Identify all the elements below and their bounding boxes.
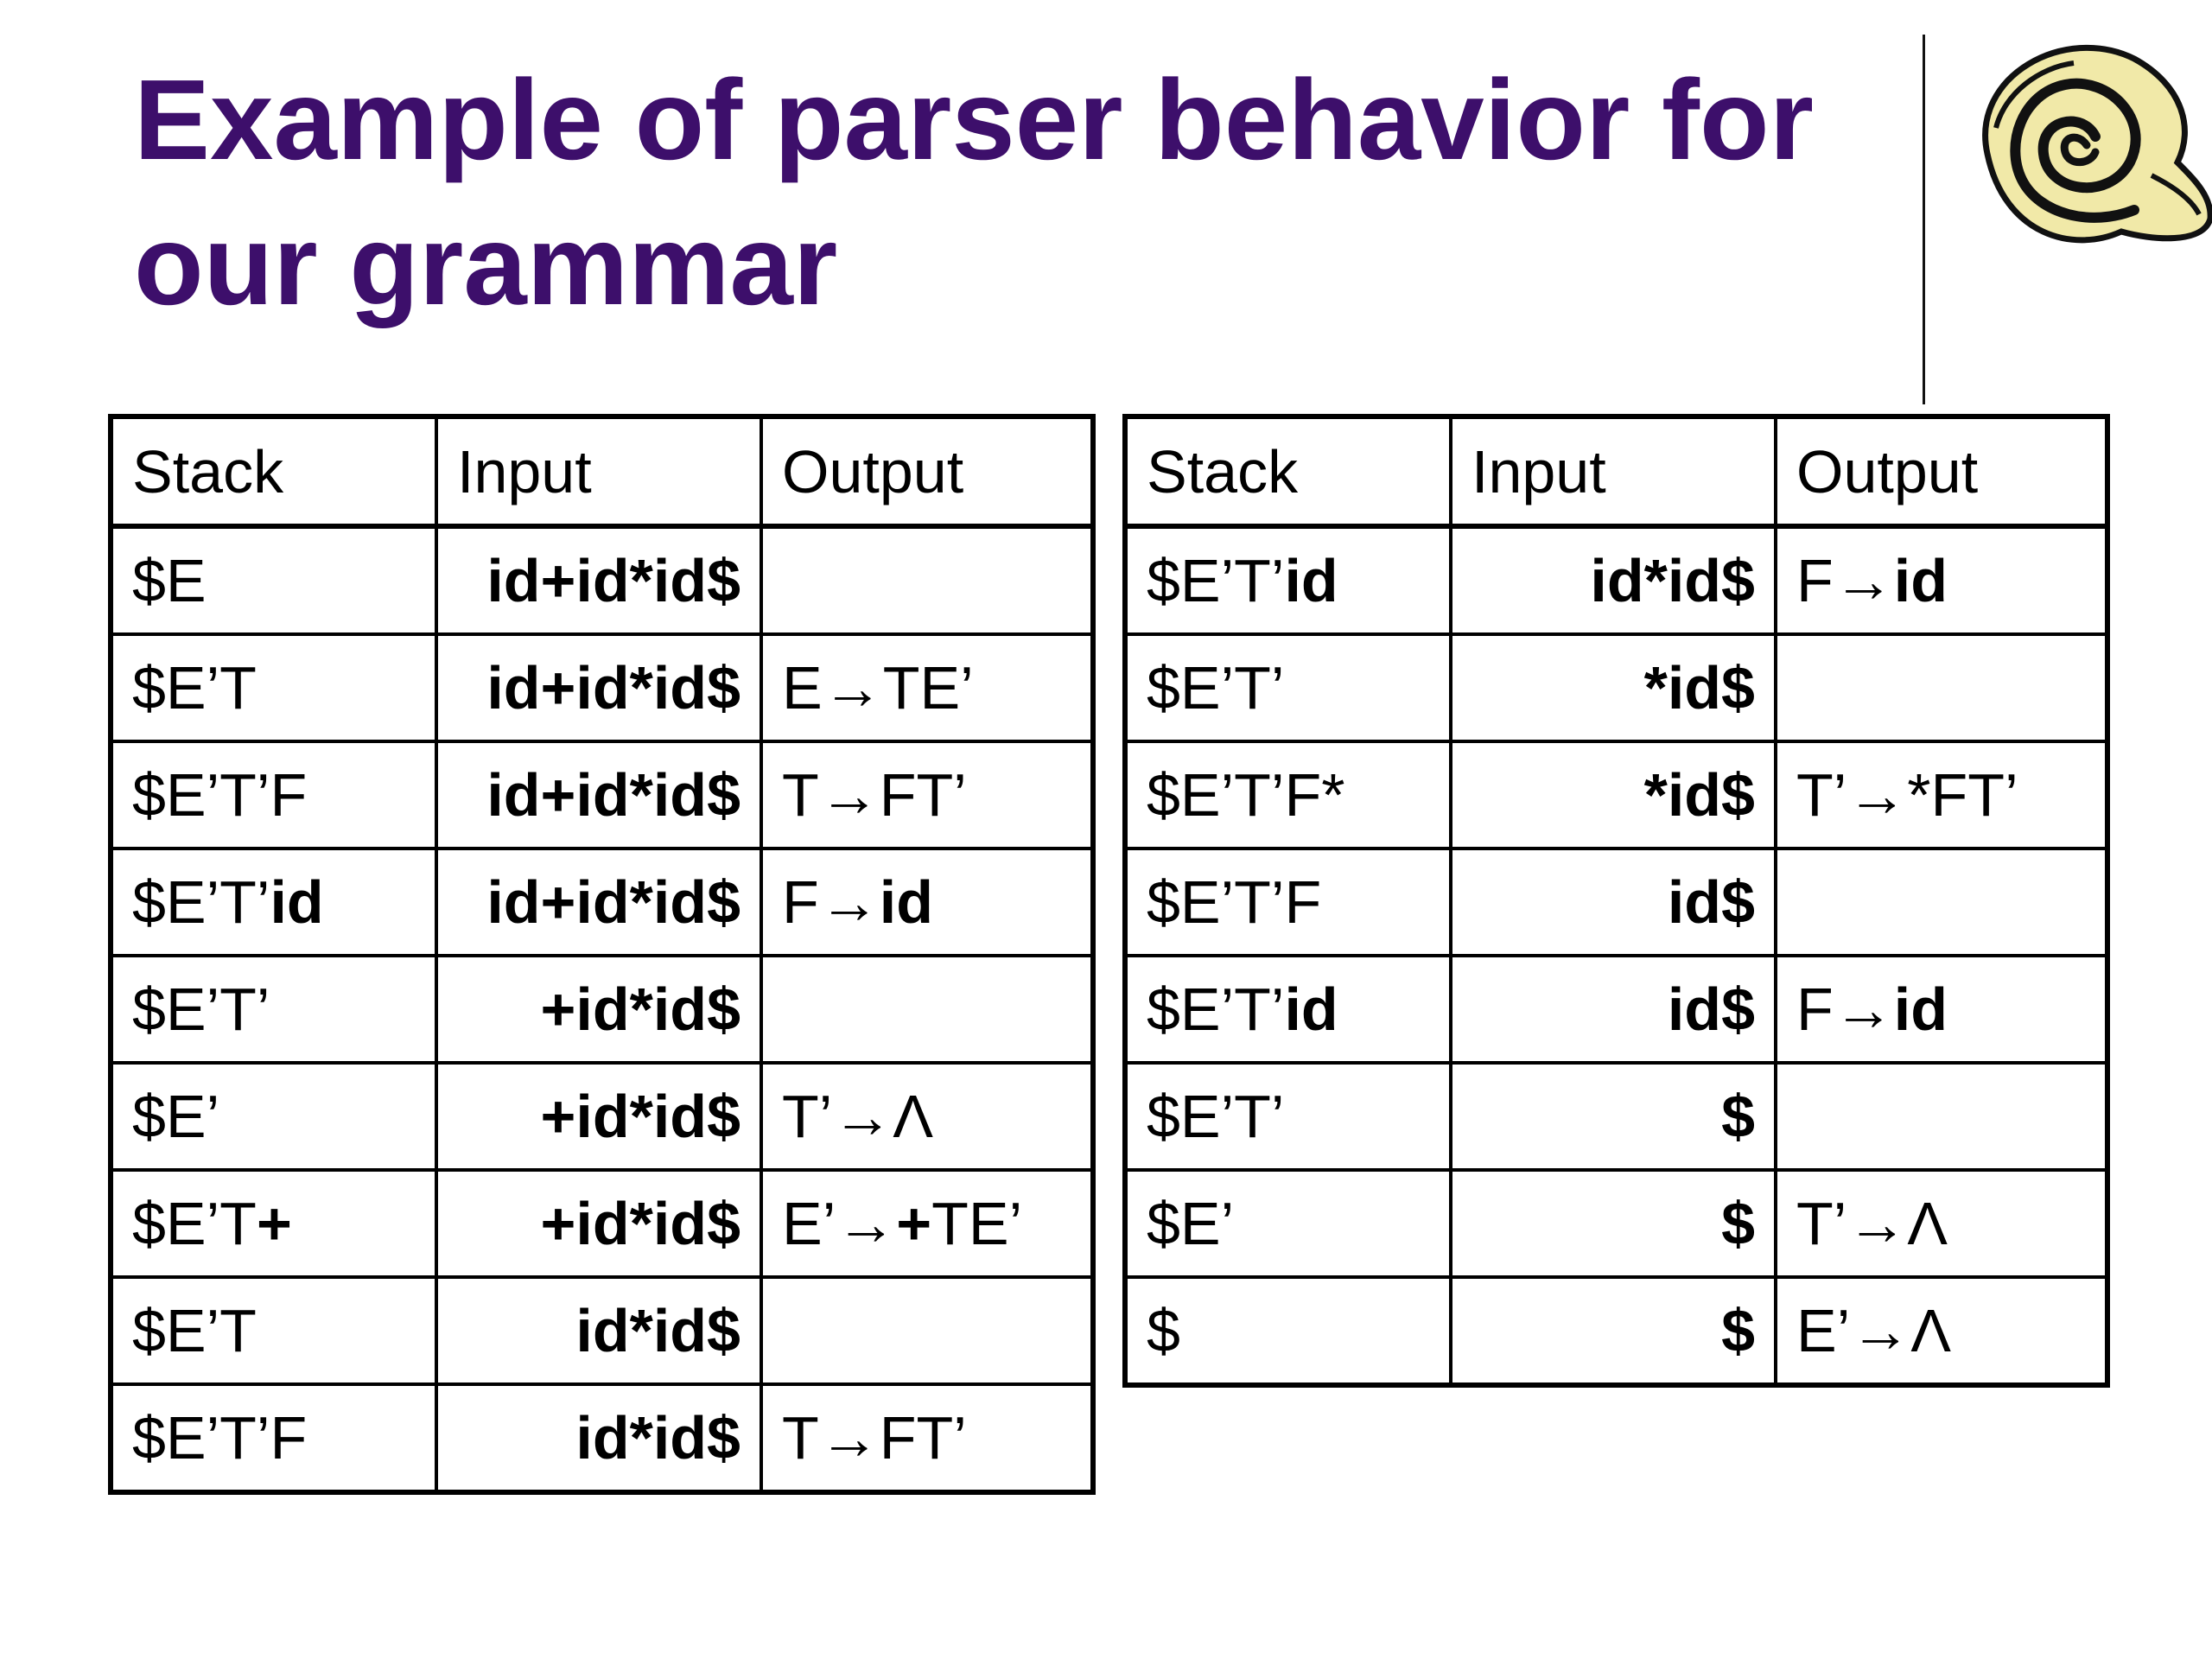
- output-text: T→FT’: [782, 761, 967, 829]
- col-header-output: Output: [1776, 416, 2107, 526]
- stack-text: $E’T’F: [1147, 868, 1322, 936]
- stack-cell: [111, 956, 436, 1063]
- output-text: T→FT’: [782, 1404, 967, 1471]
- input-cell: id$: [1451, 849, 1776, 956]
- stack-cell: [111, 741, 436, 849]
- slide-title: [134, 48, 1914, 338]
- output-text: id: [1893, 547, 1948, 614]
- stack-text: id: [1284, 547, 1338, 614]
- output-text: T’→Λ: [782, 1083, 934, 1150]
- input-cell: id*id$: [436, 1384, 761, 1492]
- output-cell: [1776, 849, 2107, 956]
- table-row: [1125, 1277, 2107, 1385]
- output-cell: [761, 1063, 1093, 1170]
- table-row: [111, 1170, 1093, 1277]
- stack-cell: [111, 1384, 436, 1492]
- table-row: [111, 526, 1093, 634]
- stack-cell: [111, 634, 436, 741]
- stack-cell: [111, 849, 436, 956]
- output-text: T’→*FT’: [1796, 761, 2018, 829]
- input-cell: $: [1451, 1170, 1776, 1277]
- input-cell: *id$: [1451, 741, 1776, 849]
- col-header-stack: Stack: [111, 416, 436, 526]
- stack-text: $E’T’: [132, 976, 270, 1043]
- stack-text: $E’T: [132, 1190, 257, 1257]
- input-cell: $: [1451, 1063, 1776, 1170]
- output-text: E→TE’: [782, 654, 974, 721]
- stack-text: $E’T’: [1147, 547, 1285, 614]
- output-cell: [1776, 1170, 2107, 1277]
- table-row: [111, 1277, 1093, 1384]
- parse-table-left: [108, 414, 1096, 1495]
- slide-title-line-2: our grammar: [134, 201, 838, 328]
- stack-cell: [1125, 1170, 1451, 1277]
- input-cell: +id*id$: [436, 1170, 761, 1277]
- slide-title-line-1: Example of parser behavior for: [134, 56, 1814, 183]
- stack-text: $E’T: [132, 1297, 257, 1364]
- header-row: [111, 416, 1093, 526]
- col-header-output: Output: [761, 416, 1093, 526]
- output-text: E’→: [782, 1190, 897, 1257]
- output-cell: [761, 1277, 1093, 1384]
- stack-cell: [111, 1277, 436, 1384]
- stack-text: $E: [132, 547, 207, 614]
- stack-text: $E’: [1147, 1190, 1235, 1257]
- output-cell: [761, 1170, 1093, 1277]
- vertical-divider: [1923, 35, 1925, 404]
- output-cell: [1776, 634, 2107, 741]
- parse-table-right: [1122, 414, 2110, 1388]
- output-cell: [1776, 526, 2107, 634]
- stack-text: $E’T’F: [132, 761, 308, 829]
- scroll-icon: [1936, 24, 2212, 257]
- table-row: [111, 1063, 1093, 1170]
- stack-text: +: [256, 1190, 292, 1257]
- input-cell: id+id*id$: [436, 634, 761, 741]
- stack-cell: [111, 1063, 436, 1170]
- input-cell: +id*id$: [436, 956, 761, 1063]
- output-cell: [761, 956, 1093, 1063]
- stack-cell: [111, 526, 436, 634]
- table-row: [1125, 634, 2107, 741]
- input-cell: id*id$: [1451, 526, 1776, 634]
- table-row: [111, 634, 1093, 741]
- stack-text: $E’T’F*: [1147, 761, 1345, 829]
- stack-text: $E’: [132, 1083, 220, 1150]
- output-cell: [1776, 1063, 2107, 1170]
- input-cell: id+id*id$: [436, 741, 761, 849]
- col-header-input: Input: [1451, 416, 1776, 526]
- table-row: [1125, 1170, 2107, 1277]
- stack-cell: [1125, 1063, 1451, 1170]
- stack-cell: [1125, 526, 1451, 634]
- output-text: T’→Λ: [1796, 1190, 1948, 1257]
- stack-text: $E’T’: [1147, 1083, 1285, 1150]
- table-row: [111, 849, 1093, 956]
- output-text: TE’: [931, 1190, 1023, 1257]
- output-cell: [761, 634, 1093, 741]
- output-cell: [761, 1384, 1093, 1492]
- table-row: [1125, 956, 2107, 1063]
- input-cell: *id$: [1451, 634, 1776, 741]
- table-row: [111, 741, 1093, 849]
- output-cell: [1776, 741, 2107, 849]
- stack-cell: [1125, 634, 1451, 741]
- output-cell: [1776, 956, 2107, 1063]
- stack-text: $E’T: [132, 654, 257, 721]
- stack-text: $: [1147, 1297, 1180, 1364]
- stack-text: $E’T’: [132, 868, 270, 936]
- output-cell: [761, 526, 1093, 634]
- stack-text: id: [270, 868, 324, 936]
- stack-cell: [1125, 1277, 1451, 1385]
- stack-cell: [111, 1170, 436, 1277]
- input-cell: $: [1451, 1277, 1776, 1385]
- output-cell: [761, 849, 1093, 956]
- output-text: F→: [1796, 976, 1894, 1043]
- stack-text: $E’T’: [1147, 976, 1285, 1043]
- stack-text: $E’T’: [1147, 654, 1285, 721]
- input-cell: +id*id$: [436, 1063, 761, 1170]
- output-cell: [761, 741, 1093, 849]
- input-cell: id$: [1451, 956, 1776, 1063]
- output-text: +: [896, 1190, 932, 1257]
- stack-cell: [1125, 741, 1451, 849]
- table-row: [1125, 526, 2107, 634]
- stack-text: $E’T’F: [132, 1404, 308, 1471]
- input-cell: id*id$: [436, 1277, 761, 1384]
- input-cell: id+id*id$: [436, 526, 761, 634]
- output-text: E’→Λ: [1796, 1297, 1951, 1364]
- table-row: [111, 1384, 1093, 1492]
- output-text: id: [1893, 976, 1948, 1043]
- table-row: [111, 956, 1093, 1063]
- table-row: [1125, 849, 2107, 956]
- table-row: [1125, 741, 2107, 849]
- header-row: [1125, 416, 2107, 526]
- output-text: id: [879, 868, 933, 936]
- output-text: F→: [782, 868, 880, 936]
- col-header-input: Input: [436, 416, 761, 526]
- output-text: F→: [1796, 547, 1894, 614]
- stack-cell: [1125, 956, 1451, 1063]
- col-header-stack: Stack: [1125, 416, 1451, 526]
- table-row: [1125, 1063, 2107, 1170]
- input-cell: id+id*id$: [436, 849, 761, 956]
- stack-cell: [1125, 849, 1451, 956]
- stack-text: id: [1284, 976, 1338, 1043]
- output-cell: [1776, 1277, 2107, 1385]
